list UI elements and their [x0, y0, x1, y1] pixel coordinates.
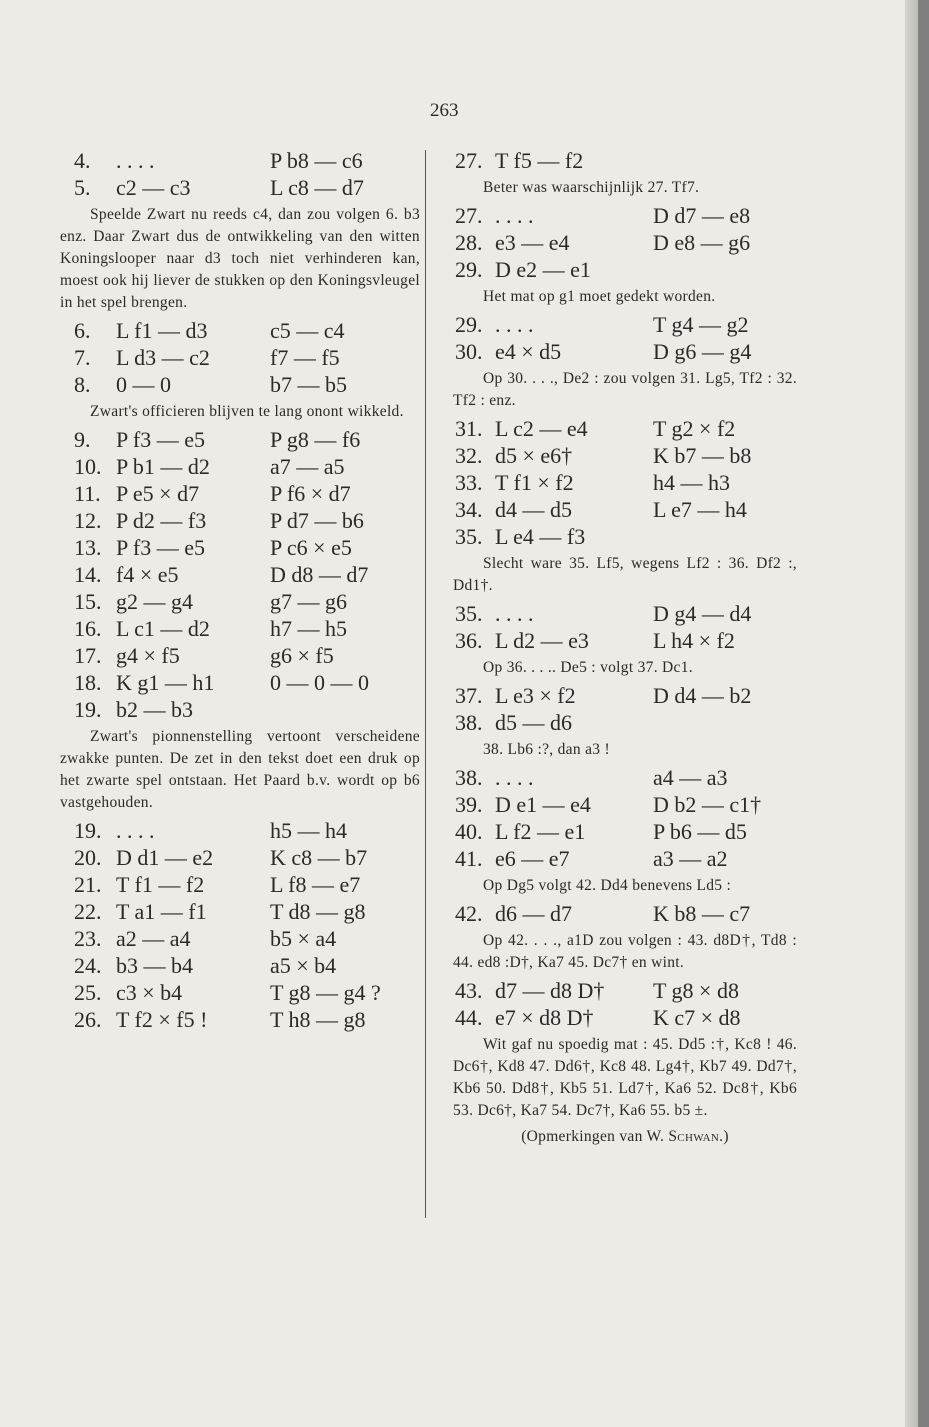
black-move: h7 — h5 — [270, 616, 347, 641]
move-number: 43. — [455, 978, 483, 1003]
black-move: T g8 × d8 — [653, 978, 739, 1003]
move-number: 9. — [74, 427, 91, 452]
white-move: b2 — b3 — [116, 697, 193, 722]
white-move: P f3 — e5 — [116, 427, 206, 452]
move-row — [447, 765, 797, 792]
move-number: 34. — [455, 497, 483, 522]
move-number: 12. — [74, 508, 102, 533]
move-row — [447, 601, 797, 628]
black-move: a4 — a3 — [653, 765, 728, 790]
move-number: 29. — [455, 257, 483, 282]
white-move: T f1 — f2 — [116, 872, 205, 897]
move-number: 25. — [74, 980, 102, 1005]
move-number: 16. — [74, 616, 102, 641]
move-row — [447, 148, 797, 175]
white-move: T f2 × f5 ! — [116, 1007, 208, 1032]
move-row — [447, 443, 797, 470]
annotation-credit: (Opmerkingen van W. Schwan.) — [521, 1128, 729, 1145]
black-move: D d8 — d7 — [270, 562, 369, 587]
white-move: . . . . — [116, 148, 155, 173]
white-move: L c2 — e4 — [495, 416, 588, 441]
move-row — [60, 148, 420, 175]
move-number: 23. — [74, 926, 102, 951]
column-divider — [425, 150, 426, 1218]
white-move: L e4 — f3 — [495, 524, 586, 549]
move-number: 18. — [74, 670, 102, 695]
black-move: D d7 — e8 — [653, 203, 751, 228]
white-move: L d3 — c2 — [116, 345, 210, 370]
white-move: T f1 × f2 — [495, 470, 574, 495]
white-move: e6 — e7 — [495, 846, 570, 871]
right-column — [447, 148, 797, 1152]
move-number: 41. — [455, 846, 483, 871]
black-move: L h4 × f2 — [653, 628, 735, 653]
annotation-note: 38. Lb6 :?, dan a3 ! — [483, 741, 610, 758]
black-move: P c6 × e5 — [270, 535, 352, 560]
black-move: T d8 — g8 — [270, 899, 366, 924]
white-move: d6 — d7 — [495, 901, 572, 926]
move-number: 4. — [74, 148, 91, 173]
move-row — [60, 643, 420, 670]
move-row — [60, 872, 420, 899]
move-number: 10. — [74, 454, 102, 479]
left-column — [60, 148, 420, 1034]
move-row — [60, 670, 420, 697]
move-number: 15. — [74, 589, 102, 614]
black-move: P b8 — c6 — [270, 148, 363, 173]
white-move: K g1 — h1 — [116, 670, 215, 695]
white-move: 0 — 0 — [116, 372, 171, 397]
black-move: P d7 — b6 — [270, 508, 364, 533]
move-row — [447, 683, 797, 710]
move-number: 11. — [74, 481, 101, 506]
white-move: . . . . — [495, 312, 534, 337]
annotation-note: Speelde Zwart nu reeds c4, dan zou volgen 6. b3 enz. Daar Zwart dus de ontwikkeling van den witten Koningslooper naar d3 toch niet verhinderen kan, moest ook hij liever de stukken op den Koningsvleugel in het spel brengen. — [60, 206, 420, 311]
black-move: P b6 — d5 — [653, 819, 747, 844]
white-move: L c1 — d2 — [116, 616, 210, 641]
move-number: 36. — [455, 628, 483, 653]
move-number: 8. — [74, 372, 91, 397]
annotation-note: Wit gaf nu spoedig mat : 45. Dd5 :†, Kc8 ! 46. Dc6†, Kd8 47. Dd6†, Kc8 48. Lg4†, Kb7 49. Dd7†, Kb6 50. Dd8†, Kb5 51. Ld7†, Ka6 52. Dc8†, Kb6 53. Dc6†, Ka7 54. Dc7†, Ka6 55. b5 ±. — [453, 1036, 797, 1119]
move-row — [60, 845, 420, 872]
white-move: b3 — b4 — [116, 953, 193, 978]
annotation-note: Zwart's pionnenstelling vertoont verscheidene zwakke punten. De zet in den tekst doet een druk op het zwarte spel ontstaan. Het Paard b.v. wordt op b6 vastgehouden. — [60, 728, 420, 811]
move-number: 31. — [455, 416, 483, 441]
white-move: g2 — g4 — [116, 589, 193, 614]
white-move: L e3 × f2 — [495, 683, 576, 708]
white-move: d5 — d6 — [495, 710, 572, 735]
move-row — [60, 535, 420, 562]
white-move: P d2 — f3 — [116, 508, 207, 533]
black-move: g7 — g6 — [270, 589, 347, 614]
move-number: 19. — [74, 697, 102, 722]
black-move: T g4 — g2 — [653, 312, 749, 337]
move-row — [60, 899, 420, 926]
white-move: d7 — d8 D† — [495, 978, 605, 1003]
black-move: b7 — b5 — [270, 372, 347, 397]
move-row — [60, 818, 420, 845]
annotation-note: Op Dg5 volgt 42. Dd4 benevens Ld5 : — [483, 877, 732, 894]
move-number: 20. — [74, 845, 102, 870]
move-number: 44. — [455, 1005, 483, 1030]
annotation-note: Het mat op g1 moet gedekt worden. — [483, 288, 716, 305]
move-row — [447, 524, 797, 551]
black-move: D g6 — g4 — [653, 339, 752, 364]
white-move: e7 × d8 D† — [495, 1005, 594, 1030]
page-edge-shadow — [905, 0, 918, 1427]
black-move: K b8 — c7 — [653, 901, 751, 926]
white-move: . . . . — [495, 601, 534, 626]
move-row — [447, 497, 797, 524]
black-move: L c8 — d7 — [270, 175, 364, 200]
move-number: 42. — [455, 901, 483, 926]
move-number: 33. — [455, 470, 483, 495]
move-row — [60, 926, 420, 953]
white-move: . . . . — [116, 818, 155, 843]
move-row — [60, 1007, 420, 1034]
move-number: 39. — [455, 792, 483, 817]
move-row — [447, 230, 797, 257]
move-row — [447, 1005, 797, 1032]
annotation-note: Op 36. . . .. De5 : volgt 37. Dc1. — [483, 659, 693, 676]
white-move: c2 — c3 — [116, 175, 191, 200]
annotation-note: Slecht ware 35. Lf5, wegens Lf2 : 36. Df2 :, Dd1†. — [453, 555, 797, 594]
move-row — [60, 454, 420, 481]
black-move: K c7 × d8 — [653, 1005, 741, 1030]
move-row — [60, 318, 420, 345]
move-row — [60, 372, 420, 399]
move-row — [60, 697, 420, 724]
black-move: T g8 — g4 ? — [270, 980, 381, 1005]
black-move: T g2 × f2 — [653, 416, 736, 441]
annotation-note: Beter was waarschijnlijk 27. Tf7. — [483, 179, 700, 196]
move-number: 17. — [74, 643, 102, 668]
white-move: e4 × d5 — [495, 339, 562, 364]
black-move: c5 — c4 — [270, 318, 345, 343]
move-number: 27. — [455, 148, 483, 173]
white-move: d5 × e6† — [495, 443, 573, 468]
white-move: f4 × e5 — [116, 562, 179, 587]
white-move: P b1 — d2 — [116, 454, 210, 479]
black-move: K c8 — b7 — [270, 845, 368, 870]
move-number: 6. — [74, 318, 91, 343]
move-number: 7. — [74, 345, 91, 370]
move-number: 30. — [455, 339, 483, 364]
move-row — [60, 589, 420, 616]
annotation-note: Zwart's officieren blijven te lang onont wikkeld. — [90, 403, 404, 420]
page-number: 263 — [430, 100, 459, 121]
annotation-note: Op 30. . . ., De2 : zou volgen 31. Lg5, Tf2 : 32. Tf2 : enz. — [453, 370, 797, 409]
move-number: 5. — [74, 175, 91, 200]
black-move: 0 — 0 — 0 — [270, 670, 369, 695]
move-number: 27. — [455, 203, 483, 228]
white-move: e3 — e4 — [495, 230, 570, 255]
white-move: D d1 — e2 — [116, 845, 214, 870]
white-move: D e1 — e4 — [495, 792, 591, 817]
move-number: 37. — [455, 683, 483, 708]
move-row — [447, 257, 797, 284]
white-move: L f2 — e1 — [495, 819, 586, 844]
move-row — [60, 980, 420, 1007]
move-row — [447, 339, 797, 366]
move-row — [60, 616, 420, 643]
black-move: a7 — a5 — [270, 454, 345, 479]
black-move: D e8 — g6 — [653, 230, 751, 255]
move-row — [447, 312, 797, 339]
move-number: 38. — [455, 765, 483, 790]
move-row — [447, 819, 797, 846]
black-move: b5 × a4 — [270, 926, 337, 951]
move-number: 28. — [455, 230, 483, 255]
move-row — [60, 562, 420, 589]
black-move: h4 — h3 — [653, 470, 730, 495]
white-move: . . . . — [495, 203, 534, 228]
move-row — [60, 508, 420, 535]
move-row — [447, 203, 797, 230]
move-number: 40. — [455, 819, 483, 844]
annotation-note: Op 42. . . ., a1D zou volgen : 43. d8D†, Td8 : 44. ed8 :D†, Ka7 45. Dc7† en wint. — [453, 932, 797, 971]
white-move: P f3 — e5 — [116, 535, 206, 560]
move-row — [447, 792, 797, 819]
move-row — [447, 978, 797, 1005]
white-move: T a1 — f1 — [116, 899, 207, 924]
black-move: a3 — a2 — [653, 846, 728, 871]
move-row — [60, 427, 420, 454]
move-number: 14. — [74, 562, 102, 587]
black-move: K b7 — b8 — [653, 443, 752, 468]
move-row — [447, 470, 797, 497]
white-move: c3 × b4 — [116, 980, 183, 1005]
black-move: a5 × b4 — [270, 953, 337, 978]
move-row — [447, 416, 797, 443]
white-move: L d2 — e3 — [495, 628, 589, 653]
move-number: 13. — [74, 535, 102, 560]
white-move: . . . . — [495, 765, 534, 790]
black-move: L e7 — h4 — [653, 497, 747, 522]
move-row — [60, 481, 420, 508]
move-number: 22. — [74, 899, 102, 924]
move-row — [447, 846, 797, 873]
black-move: D b2 — c1† — [653, 792, 762, 817]
move-row — [60, 345, 420, 372]
move-number: 32. — [455, 443, 483, 468]
move-row — [447, 901, 797, 928]
white-move: a2 — a4 — [116, 926, 191, 951]
move-row — [447, 628, 797, 655]
move-number: 24. — [74, 953, 102, 978]
move-row — [447, 710, 797, 737]
white-move: P e5 × d7 — [116, 481, 200, 506]
black-move: P g8 — f6 — [270, 427, 361, 452]
move-number: 21. — [74, 872, 102, 897]
move-number: 29. — [455, 312, 483, 337]
black-move: D g4 — d4 — [653, 601, 752, 626]
black-move: f7 — f5 — [270, 345, 340, 370]
black-move: g6 × f5 — [270, 643, 334, 668]
move-number: 35. — [455, 601, 483, 626]
black-move: D d4 — b2 — [653, 683, 752, 708]
white-move: d4 — d5 — [495, 497, 572, 522]
black-move: P f6 × d7 — [270, 481, 351, 506]
move-number: 38. — [455, 710, 483, 735]
white-move: D e2 — e1 — [495, 257, 591, 282]
move-number: 35. — [455, 524, 483, 549]
white-move: T f5 — f2 — [495, 148, 584, 173]
move-row — [60, 175, 420, 202]
white-move: g4 × f5 — [116, 643, 180, 668]
black-move: h5 — h4 — [270, 818, 347, 843]
black-move: L f8 — e7 — [270, 872, 361, 897]
white-move: L f1 — d3 — [116, 318, 208, 343]
move-number: 19. — [74, 818, 102, 843]
move-number: 26. — [74, 1007, 102, 1032]
black-move: T h8 — g8 — [270, 1007, 366, 1032]
move-row — [60, 953, 420, 980]
annotator-name: Schwan — [668, 1128, 720, 1145]
